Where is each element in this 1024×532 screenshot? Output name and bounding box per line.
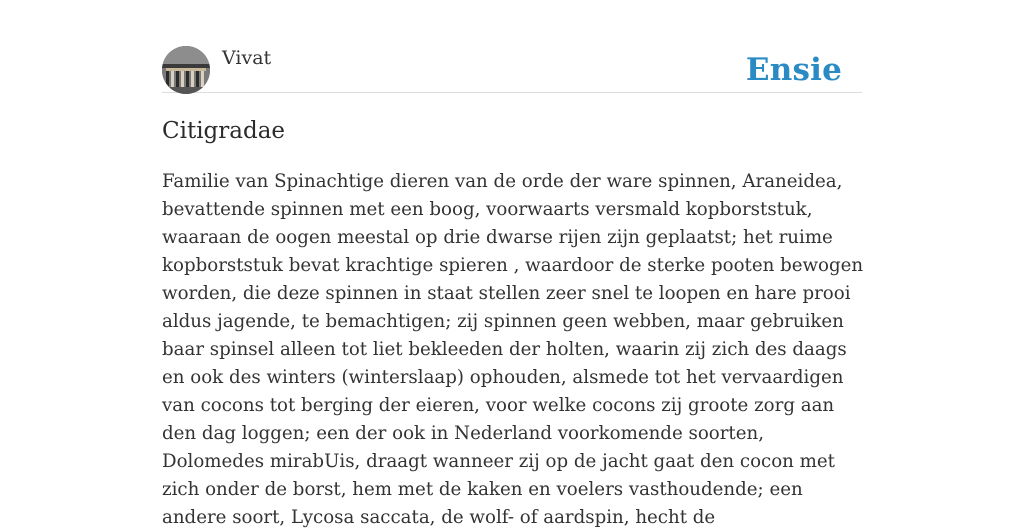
avatar-image [162, 46, 210, 94]
avatar[interactable] [162, 46, 210, 94]
article-body: Familie van Spinachtige dieren van de orde der ware spinnen, Araneidea, bevattende spinnen met een boog, voorwaarts versmald kopborststuk, waaraan de oogen meestal op drie dwarse rijen zijn geplaatst; het ruime kopborststuk bevat krachtige spieren , waardoor de sterke pooten bewogen worden, die deze spinnen in staat stellen zeer snel te loopen en hare prooi aldus jagende, te bemachtigen; zij spinnen geen webben, maar gebruiken baar spinsel alleen tot liet bekleeden der holten, waarin zij zich des daags en ook des winters (winterslaap) ophouden, alsmede tot het vervaardigen van cocons tot berging der eieren, voor welke cocons zij groote zorg aan den dag loggen; een der ook in Nederland voorkomende soorten, Dolomedes mirabUis, draagt wanneer zij op de jacht gaat den cocon met zich onder de borst, hem met de kaken en voelers vasthoudende; een andere soort, Lycosa saccata, de wolf- of aardspin, hecht de [162, 171, 864, 528]
header [162, 46, 862, 93]
brand-logo[interactable]: Ensie [745, 52, 842, 88]
author-name[interactable]: Vivat [222, 47, 272, 69]
page-title: Citigradae [162, 118, 286, 144]
article-page [162, 0, 864, 528]
